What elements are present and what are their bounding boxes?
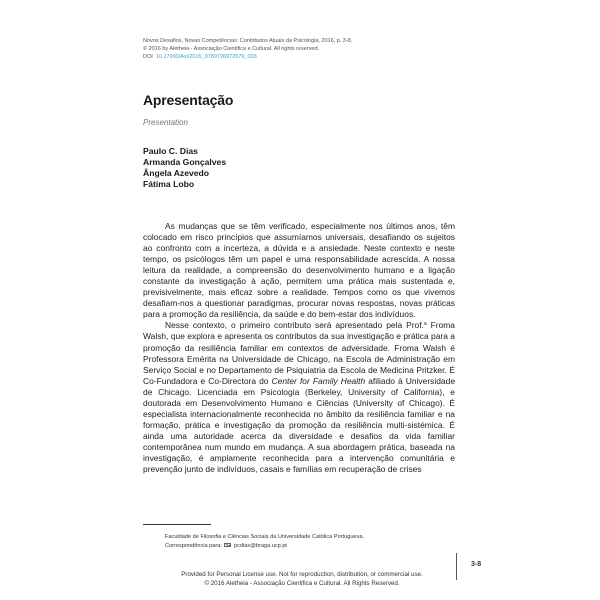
author: Ângela Azevedo <box>143 168 210 179</box>
doi-link[interactable]: 10.17990/Axi/2016_9789726972679_003 <box>155 54 257 60</box>
citation-line: Novos Desafios, Novas Competências: Contributos Atuais da Psicologia, 2016, p. 3-8. <box>143 38 353 44</box>
body-paragraph: As mudanças que se têm verificado, especialmente nos últimos anos, têm colocado em risco princípios que assumíamos universais, desafiando os sujeitos ao confronto com a incerteza, a dúvida e a ansiedade. Neste contexto e neste tempo, os psicólogos têm um papel e uma responsabilidade acrescida. A nossa leitura da realidade, a compreensão do desenvolvimento humano e a ligação constante da investigação à ação, permitem uma prática mais sustentada e, previsivelmente, mais eficaz sobre a realidade. Tempos como os que vivemos desafiam-nos a questionar paradigmas, procurar novas respostas, novas práticas para a promoção da resiliência, da saúde e do bem-estar dos indivíduos. <box>143 221 455 320</box>
page-number: 3-8 <box>471 561 482 568</box>
author: Paulo C. Dias <box>143 146 198 156</box>
citation-header <box>143 37 352 61</box>
license-line: Provided for Personal License use. Not for reproduction, distribution, or commercial use. <box>181 571 423 578</box>
license-notice <box>0 571 600 589</box>
body-paragraph <box>143 320 455 475</box>
mail-icon <box>224 543 231 548</box>
correspondence-label: Correspondência para: <box>165 542 222 549</box>
article-body <box>143 221 455 475</box>
italic-term: Center for Family Health <box>271 375 366 386</box>
author-list <box>143 146 226 190</box>
copyright-line: © 2016 by Aletheia - Associação Científica e Cultural. All rights reserved. <box>143 46 320 52</box>
author: Fátima Lobo <box>143 179 195 190</box>
affiliation: Faculdade de Filosofia e Ciências Sociais da Universidade Católica Portuguesa. <box>165 534 364 540</box>
paragraph-text: afiliado à Universidade de Chicago. Licenciada em Psicologia (Berkeley, University of California), e doutorada em Desenvolvimento Humano e Ciências (University of Chicago). É especialista internacionalmente reconhecida no âmbito da resiliência familiar e na formação, prática e investigação da promoção da resiliência multi-sistémica. É ainda uma autoridade acerca da diversidade e desafios da vida familiar contemporânea num mundo em mudança. A sua abordagem prática, baseada na investigação, é amplamente reconhecida para a intervenção comunitária e prevenção junto de indivíduos, casais e famílias em recuperação de crises <box>143 375 456 475</box>
paragraph-text: Froma Walsh, que explora e apresenta os contributos da sua investigação e prática para a promoção da resiliência familiar em contextos de adversidade. Froma Walsh é Professora Emérita na Universidade de Chicago, na Escola de Administração em Serviço Social e no Departamento de Psiquiatria da Escola de Medicina Pritzker. É Co-Fundadora e Co-Directora do <box>143 320 455 386</box>
doi-label: DOI <box>143 54 153 60</box>
doi-line <box>143 53 352 61</box>
article-subtitle: Presentation <box>143 118 188 127</box>
footnote-divider <box>143 524 211 525</box>
email-link[interactable]: pcdias@braga.ucp.pt <box>234 542 287 549</box>
paragraph-text: Nesse contexto, o primeiro contributo será apresentado pela Prof. <box>165 320 424 331</box>
article-title: Apresentação <box>143 92 234 108</box>
author: Armanda Gonçalves <box>143 157 227 168</box>
correspondence <box>165 542 364 551</box>
footnote <box>165 533 364 550</box>
license-line: © 2016 Aletheia - Associação Cientifica e Cultural. All Rights Reserved. <box>204 579 400 587</box>
ordinal-superscript: a <box>423 321 427 328</box>
